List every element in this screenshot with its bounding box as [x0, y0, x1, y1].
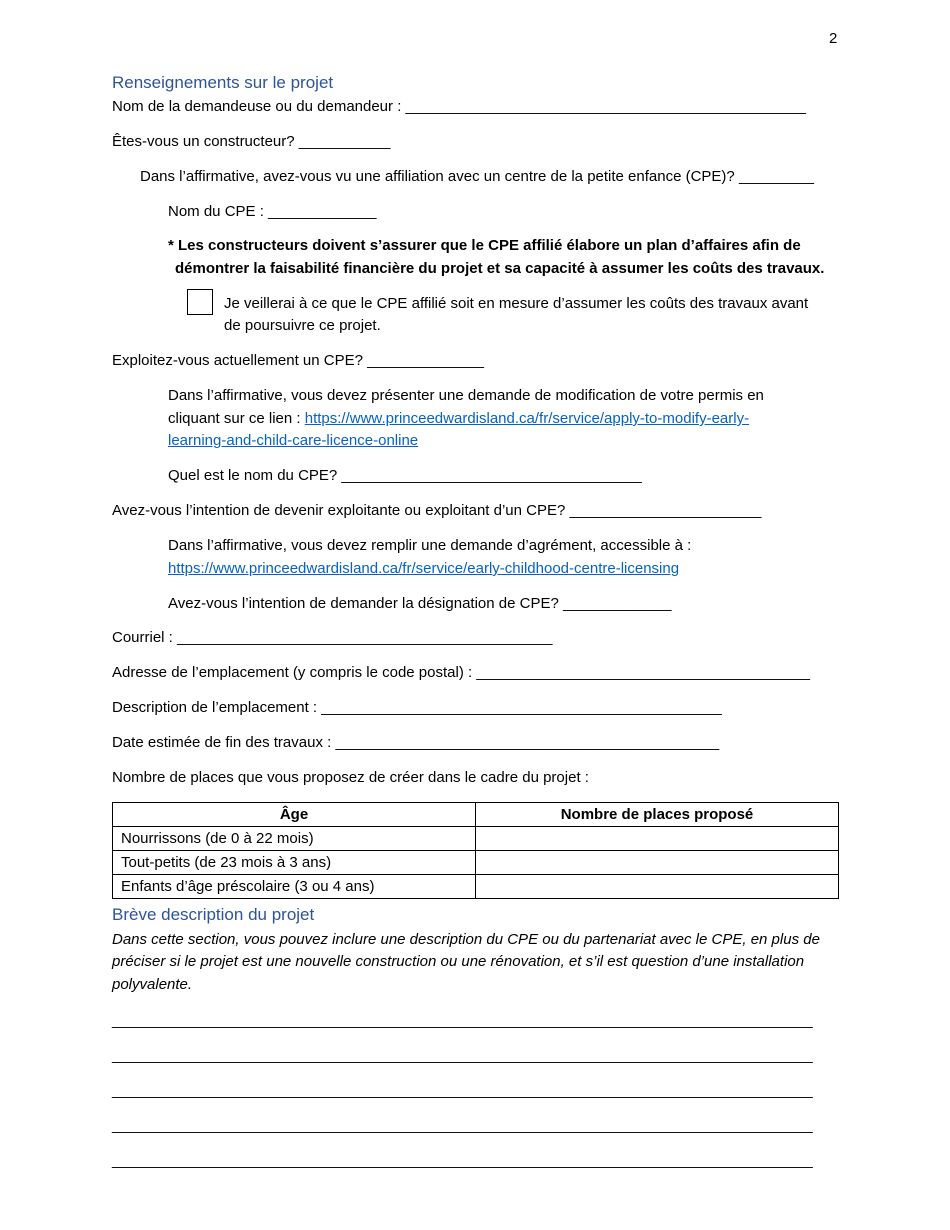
- end-date-field[interactable]: Date estimée de fin des travaux : ______________________________________________: [112, 734, 720, 751]
- licensing-text: Dans l’affirmative, vous devez remplir une demande d’agrément, accessible à :: [168, 537, 692, 554]
- description-answer-line[interactable]: ____________________________________________________________________________________: [112, 1047, 813, 1064]
- builder-note-line-1: * Les constructeurs doivent s’assurer que le CPE affilié élabore un plan d’affaires afin de: [168, 237, 801, 254]
- spaces-input-cell[interactable]: [476, 827, 839, 851]
- modify-licence-link[interactable]: https://www.princeedwardisland.ca/fr/service/apply-to-modify-early-: [304, 410, 750, 427]
- table-row: [113, 875, 839, 899]
- age-cell: Nourrissons (de 0 à 22 mois): [113, 827, 476, 851]
- page-number: 2: [829, 30, 838, 47]
- table-header-age: Âge: [113, 803, 476, 827]
- commitment-checkbox[interactable]: [187, 289, 213, 315]
- email-field[interactable]: Courriel : _____________________________________________: [112, 629, 553, 646]
- table-header-row: [113, 803, 839, 827]
- table-row: [113, 827, 839, 851]
- modify-licence-link-continued[interactable]: learning-and-child-care-licence-online: [168, 432, 419, 449]
- cpe-name-field[interactable]: Nom du CPE : _____________: [168, 203, 377, 220]
- builder-field[interactable]: Êtes-vous un constructeur? ___________: [112, 133, 391, 150]
- modify-licence-prefix: cliquant sur ce lien :: [168, 410, 305, 427]
- description-answer-line[interactable]: ____________________________________________________________________________________: [112, 1117, 813, 1134]
- licensing-link[interactable]: https://www.princeedwardisland.ca/fr/service/early-childhood-centre-licensing: [168, 560, 680, 577]
- cpe-name-question-field[interactable]: Quel est le nom du CPE? ____________________________________: [168, 467, 642, 484]
- description-answer-line[interactable]: ____________________________________________________________________________________: [112, 1082, 813, 1099]
- table-row: [113, 851, 839, 875]
- table-header-spaces: Nombre de places proposé: [476, 803, 839, 827]
- commitment-text-line-2: de poursuivre ce projet.: [224, 317, 381, 334]
- applicant-name-field[interactable]: Nom de la demandeuse ou du demandeur : ________________________________________________: [112, 98, 806, 115]
- section-heading-project-info: Renseignements sur le projet: [112, 73, 334, 92]
- description-instructions-line-2: préciser si le projet est une nouvelle construction ou une rénovation, et s’il est question d’une installation: [112, 953, 805, 970]
- description-instructions-line-3: polyvalente.: [112, 976, 193, 993]
- spaces-intro: Nombre de places que vous proposez de créer dans le cadre du projet :: [112, 769, 589, 786]
- intend-operate-field[interactable]: Avez-vous l’intention de devenir exploitante ou exploitant d’un CPE? _______________________: [112, 502, 762, 519]
- description-answer-line[interactable]: ____________________________________________________________________________________: [112, 1012, 813, 1029]
- age-cell: Enfants d’âge préscolaire (3 ou 4 ans): [113, 875, 476, 899]
- section-heading-description: Brève description du projet: [112, 905, 315, 924]
- age-cell: Tout-petits (de 23 mois à 3 ans): [113, 851, 476, 875]
- location-description-field[interactable]: Description de l’emplacement : ________________________________________________: [112, 699, 722, 716]
- spaces-table: [112, 802, 839, 899]
- spaces-input-cell[interactable]: [476, 875, 839, 899]
- affiliation-field[interactable]: Dans l’affirmative, avez-vous vu une affiliation avec un centre de la petite enfance (CPE)? _________: [140, 168, 815, 185]
- builder-note-line-2: démontrer la faisabilité financière du projet et sa capacité à assumer les coûts des travaux.: [175, 260, 825, 277]
- description-answer-line[interactable]: ____________________________________________________________________________________: [112, 1152, 813, 1169]
- operate-cpe-field[interactable]: Exploitez-vous actuellement un CPE? ______________: [112, 352, 484, 369]
- commitment-text-line-1: Je veillerai à ce que le CPE affilié soit en mesure d’assumer les coûts des travaux avant: [224, 295, 809, 312]
- designation-field[interactable]: Avez-vous l’intention de demander la désignation de CPE? _____________: [168, 595, 672, 612]
- modify-licence-line-2: [168, 410, 749, 428]
- modify-licence-text: Dans l’affirmative, vous devez présenter une demande de modification de votre permis en: [168, 387, 764, 404]
- description-instructions-line-1: Dans cette section, vous pouvez inclure une description du CPE ou du partenariat avec le CPE, en plus de: [112, 931, 820, 948]
- address-field[interactable]: Adresse de l’emplacement (y compris le code postal) : ________________________________________: [112, 664, 811, 681]
- spaces-input-cell[interactable]: [476, 851, 839, 875]
